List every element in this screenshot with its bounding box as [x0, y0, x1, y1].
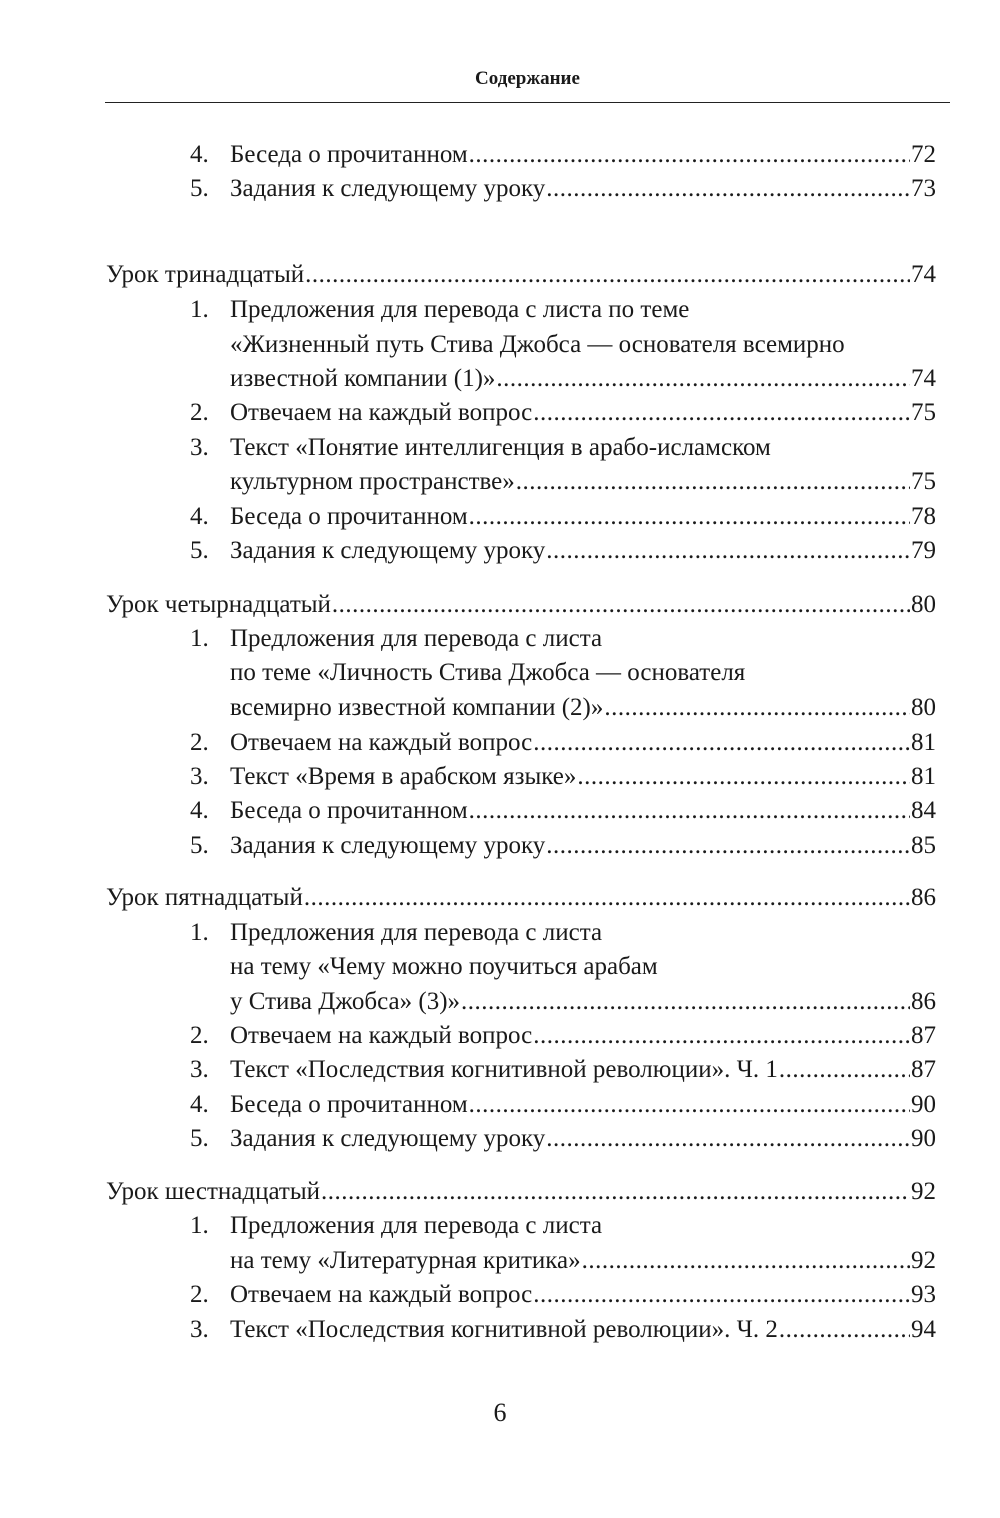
toc-entry — [190, 1313, 936, 1347]
dot-leader — [469, 138, 910, 172]
toc-entry — [190, 172, 936, 206]
entry-page: 75 — [911, 468, 936, 495]
toc-entry — [190, 622, 936, 656]
dot-leader — [304, 881, 910, 915]
dot-leader — [332, 588, 910, 622]
entry-number: 5. — [190, 832, 209, 859]
dot-leader — [321, 1175, 910, 1209]
entry-page: 86 — [911, 988, 936, 1015]
entry-page: 79 — [911, 537, 936, 564]
toc-entry — [190, 396, 936, 430]
entry-page: 74 — [911, 365, 936, 392]
lesson-title: Урок тринадцатый — [106, 261, 305, 288]
entry-page: 94 — [911, 1316, 936, 1343]
dot-leader — [469, 794, 910, 828]
entry-number: 3. — [190, 434, 209, 461]
entry-page: 80 — [911, 591, 936, 618]
page-number: 6 — [493, 1398, 507, 1427]
entry-title: Предложения для перевода с листа — [230, 919, 603, 946]
entry-number: 3. — [190, 1056, 209, 1083]
entry-title: известной компании (1)» — [230, 365, 496, 392]
dot-leader — [577, 760, 910, 794]
entry-page: 74 — [911, 261, 936, 288]
entry-number: 1. — [190, 625, 209, 652]
entry-number: 5. — [190, 537, 209, 564]
entry-title: Отвечаем на каждый вопрос — [230, 399, 533, 426]
entry-title: Задания к следующему уроку — [230, 1125, 546, 1152]
lesson-title: Урок пятнадцатый — [106, 884, 303, 911]
lesson-title: Урок шестнадцатый — [106, 1178, 321, 1205]
entry-page: 80 — [911, 694, 936, 721]
toc-entry-continuation — [230, 950, 936, 984]
entry-title: Предложения для перевода с листа — [230, 625, 603, 652]
entry-title: Задания к следующему уроку — [230, 832, 546, 859]
dot-leader — [533, 396, 910, 430]
toc-entry — [190, 1209, 936, 1243]
entry-number: 2. — [190, 1022, 209, 1049]
entry-page: 85 — [911, 832, 936, 859]
entry-title: Задания к следующему уроку — [230, 175, 546, 202]
dot-leader — [533, 1019, 910, 1053]
entry-page: 87 — [911, 1022, 936, 1049]
dot-leader — [779, 1053, 910, 1087]
toc-entry-continuation — [230, 465, 936, 499]
dot-leader — [779, 1313, 910, 1347]
toc-lesson-heading — [106, 1175, 936, 1209]
dot-leader — [546, 829, 910, 863]
entry-page: 92 — [911, 1178, 936, 1205]
toc-lesson-heading — [106, 258, 936, 292]
entry-title: на тему «Чему можно поучиться арабам — [230, 953, 658, 980]
entry-number: 4. — [190, 1091, 209, 1118]
page-header-title: Содержание — [475, 68, 580, 89]
entry-page: 84 — [911, 797, 936, 824]
toc-lesson-heading — [106, 588, 936, 622]
entry-number: 3. — [190, 763, 209, 790]
dot-leader — [469, 1088, 910, 1122]
dot-leader — [461, 985, 910, 1019]
entry-number: 1. — [190, 296, 209, 323]
entry-page: 75 — [911, 399, 936, 426]
entry-page: 92 — [911, 1247, 936, 1274]
entry-page: 78 — [911, 503, 936, 530]
entry-number: 1. — [190, 919, 209, 946]
entry-title: всемирно известной компании (2)» — [230, 694, 604, 721]
entry-title: на тему «Литературная критика» — [230, 1247, 581, 1274]
entry-page: 93 — [911, 1281, 936, 1308]
entry-title: Беседа о прочитанном — [230, 141, 468, 168]
entry-page: 90 — [911, 1091, 936, 1118]
entry-title: культурном пространстве» — [230, 468, 515, 495]
toc-entry — [190, 794, 936, 828]
toc-entry-continuation — [230, 1244, 936, 1278]
dot-leader — [604, 691, 910, 725]
dot-leader — [496, 362, 910, 396]
toc-entry-continuation — [230, 328, 936, 362]
toc-entry — [190, 500, 936, 534]
entry-page: 73 — [911, 175, 936, 202]
entry-title: Отвечаем на каждый вопрос — [230, 1022, 533, 1049]
toc-entry — [190, 534, 936, 568]
toc-entry — [190, 138, 936, 172]
dot-leader — [533, 1278, 910, 1312]
toc-entry — [190, 1088, 936, 1122]
entry-number: 2. — [190, 399, 209, 426]
entry-title: Текст «Последствия когнитивной революции». Ч. 1 — [230, 1056, 778, 1083]
entry-title: Отвечаем на каждый вопрос — [230, 729, 533, 756]
toc-entry-continuation — [230, 362, 936, 396]
toc-entry — [190, 829, 936, 863]
toc-entry — [190, 760, 936, 794]
entry-number: 1. — [190, 1212, 209, 1239]
entry-title: Текст «Последствия когнитивной революции». Ч. 2 — [230, 1316, 778, 1343]
entry-title: Текст «Время в арабском языке» — [230, 763, 577, 790]
toc-entry — [190, 726, 936, 760]
entry-number: 2. — [190, 1281, 209, 1308]
entry-page: 81 — [911, 729, 936, 756]
entry-number: 4. — [190, 141, 209, 168]
entry-page: 90 — [911, 1125, 936, 1152]
toc-entry — [190, 916, 936, 950]
header-rule — [105, 102, 950, 103]
entry-page: 72 — [911, 141, 936, 168]
entry-title: Отвечаем на каждый вопрос — [230, 1281, 533, 1308]
toc-entry — [190, 293, 936, 327]
toc-entry — [190, 431, 936, 465]
entry-title: Предложения для перевода с листа по теме — [230, 296, 690, 323]
toc-entry — [190, 1278, 936, 1312]
toc-entry — [190, 1122, 936, 1156]
toc-entry-continuation — [230, 656, 936, 690]
entry-number: 3. — [190, 1316, 209, 1343]
entry-title: «Жизненный путь Стива Джобса — основателя всемирно — [230, 331, 845, 358]
entry-page: 86 — [911, 884, 936, 911]
entry-title: Предложения для перевода с листа — [230, 1212, 603, 1239]
entry-page: 81 — [911, 763, 936, 790]
dot-leader — [546, 534, 910, 568]
dot-leader — [582, 1244, 910, 1278]
entry-number: 4. — [190, 797, 209, 824]
entry-number: 2. — [190, 729, 209, 756]
dot-leader — [516, 465, 910, 499]
entry-number: 5. — [190, 175, 209, 202]
entry-title: Беседа о прочитанном — [230, 1091, 468, 1118]
entry-number: 5. — [190, 1125, 209, 1152]
entry-title: Беседа о прочитанном — [230, 797, 468, 824]
entry-title: по теме «Личность Стива Джобса — основателя — [230, 659, 746, 686]
entry-title: Задания к следующему уроку — [230, 537, 546, 564]
dot-leader — [546, 172, 910, 206]
lesson-title: Урок четырнадцатый — [106, 591, 331, 618]
dot-leader — [533, 726, 910, 760]
toc-entry-continuation — [230, 691, 936, 725]
entry-number: 4. — [190, 503, 209, 530]
dot-leader — [305, 258, 910, 292]
toc-entry — [190, 1053, 936, 1087]
toc-entry-continuation — [230, 985, 936, 1019]
entry-page: 87 — [911, 1056, 936, 1083]
toc-entry — [190, 1019, 936, 1053]
entry-title: у Стива Джобса» (3)» — [230, 988, 461, 1015]
dot-leader — [469, 500, 910, 534]
dot-leader — [546, 1122, 910, 1156]
toc-lesson-heading — [106, 881, 936, 915]
entry-title: Текст «Понятие интеллигенция в арабо-исламском — [230, 434, 771, 461]
entry-title: Беседа о прочитанном — [230, 503, 468, 530]
